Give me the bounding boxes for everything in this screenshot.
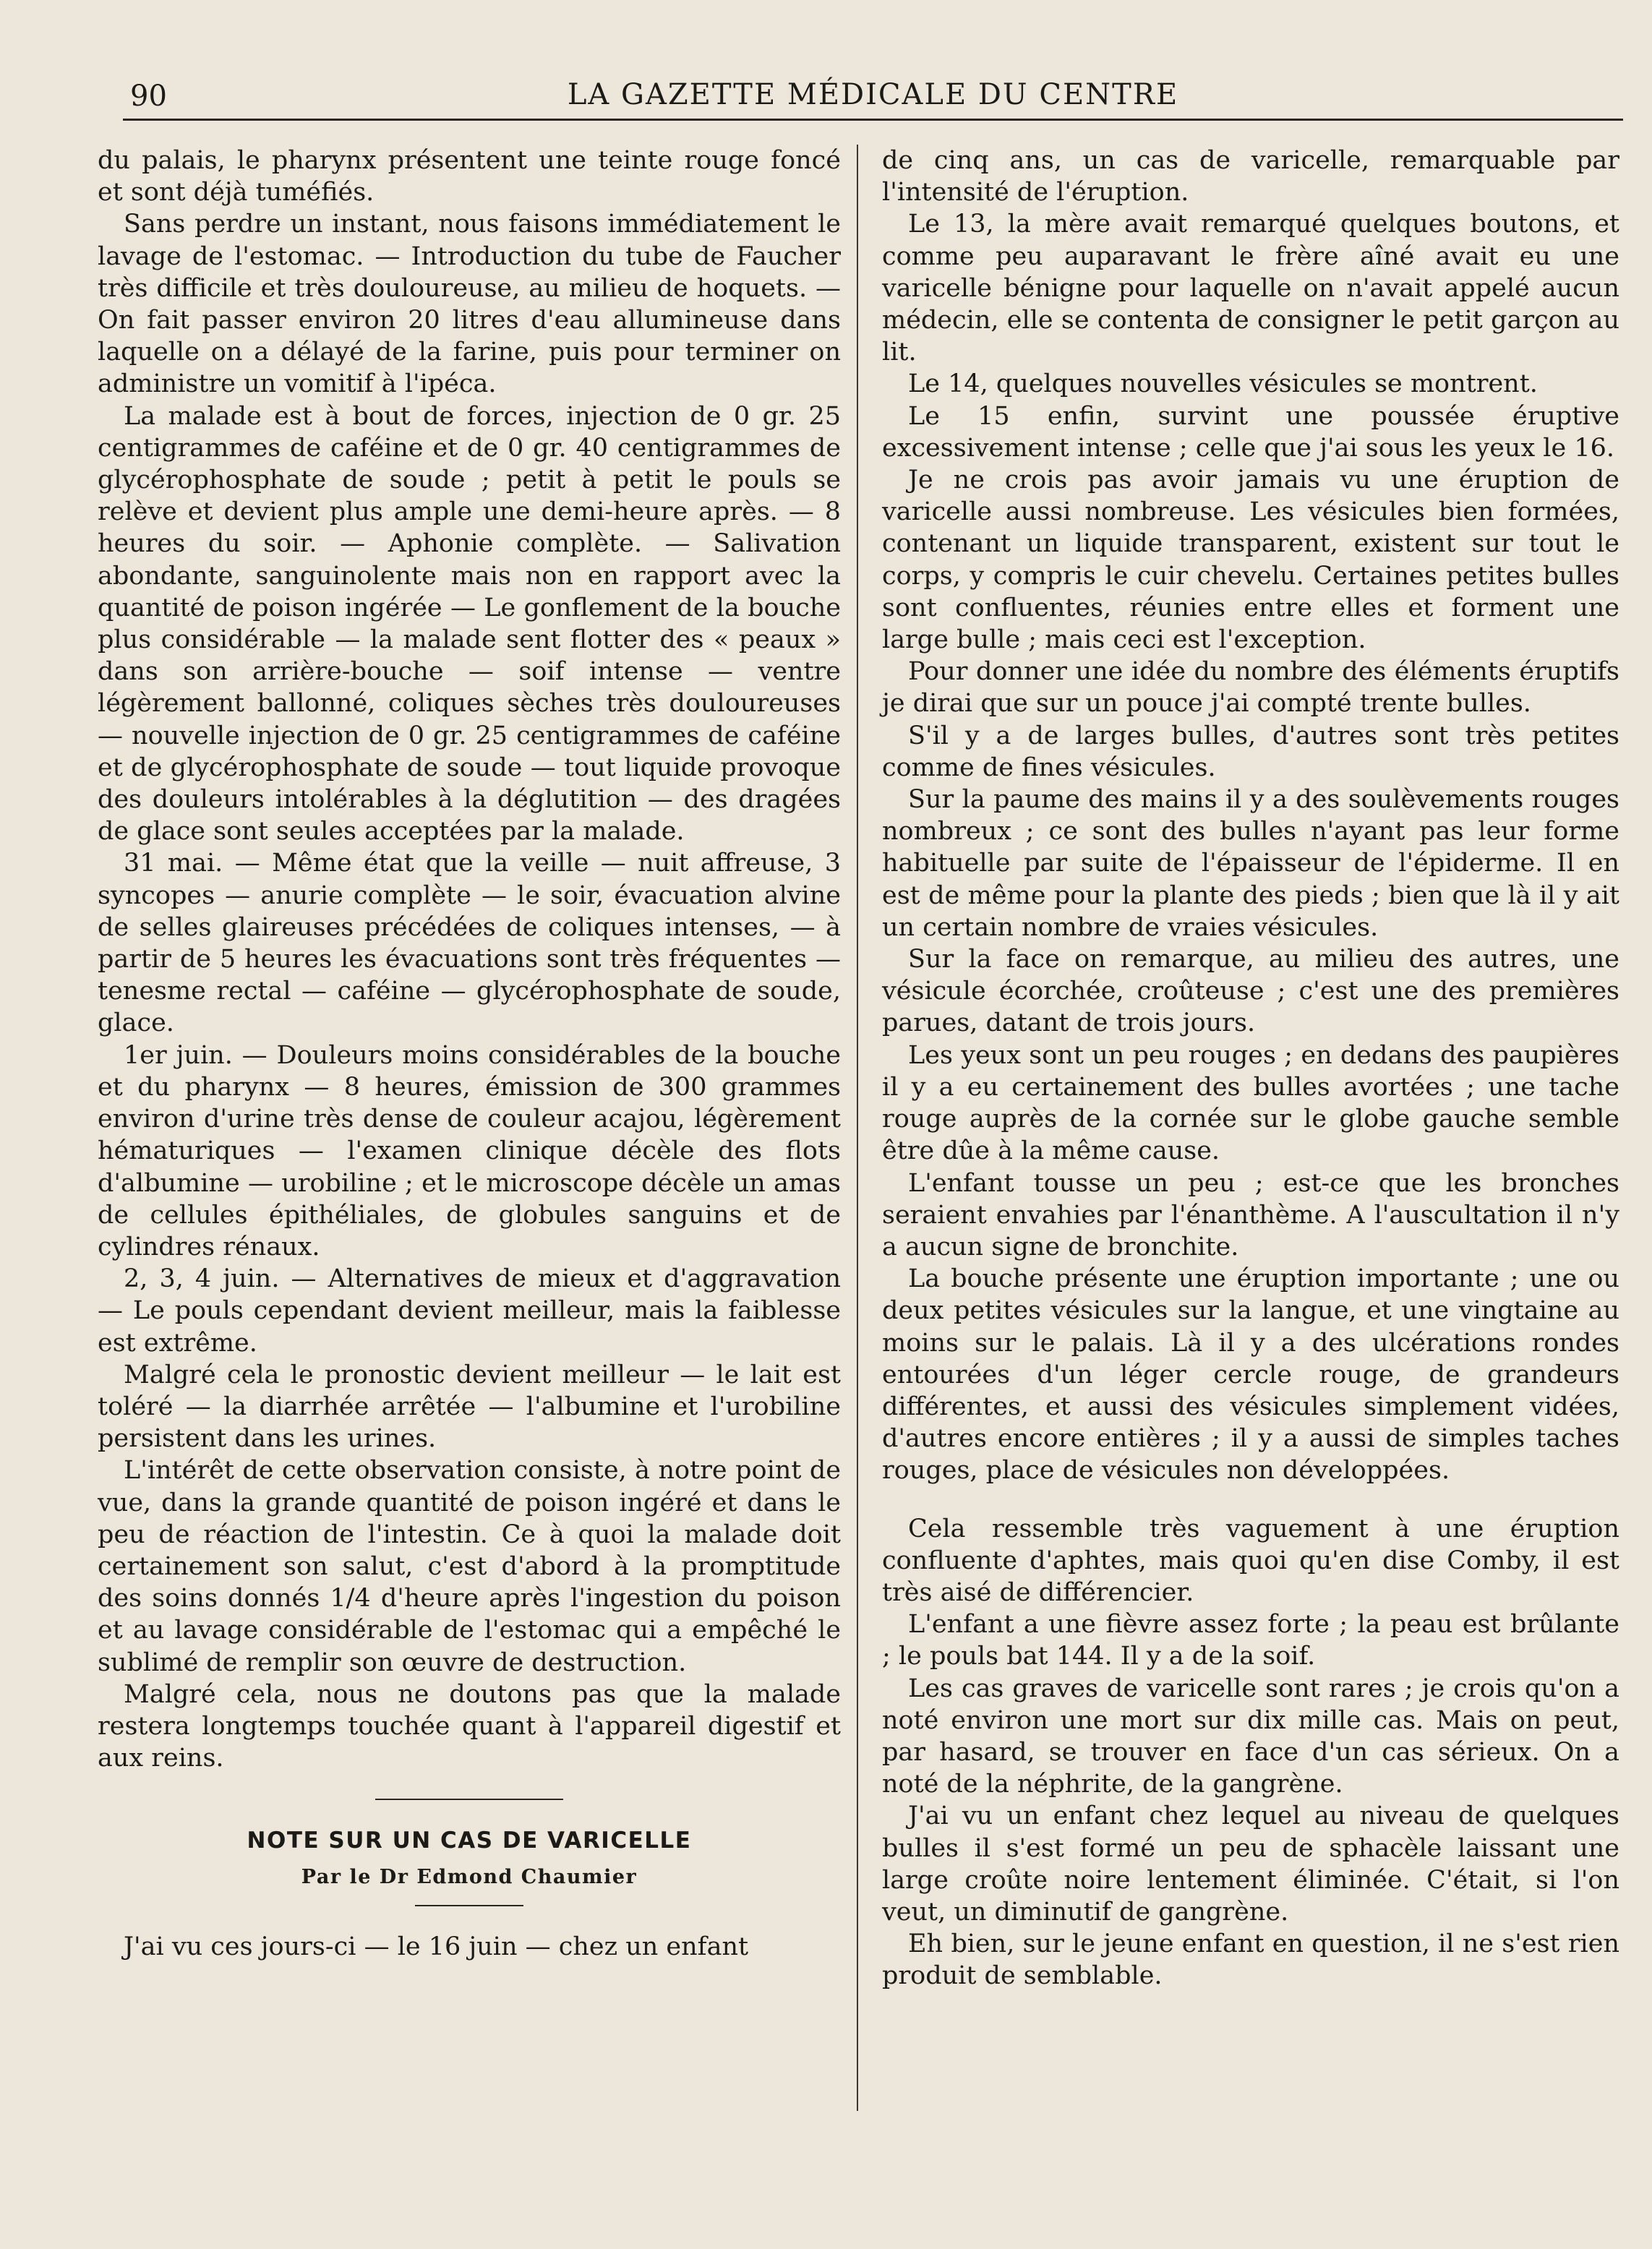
paragraph: Sur la paume des mains il y a des soulèvements rouges nombreux ; ce sont des bulles n'ayant pas leur forme habituelle par suite de l'épaisseur de l'épiderme. Il en est de même pour la plante des pieds ; bien que là il y ait un certain nombre de vraies vésicules. <box>882 785 1619 942</box>
paragraph: de cinq ans, un cas de varicelle, remarquable par l'intensité de l'éruption. <box>882 146 1619 207</box>
article-title: NOTE SUR UN CAS DE VARICELLE <box>247 1828 692 1854</box>
paragraph: du palais, le pharynx présentent une teinte rouge foncé et sont déjà tuméfiés. <box>98 146 841 207</box>
byline-divider <box>415 1905 523 1906</box>
paragraph: Le 13, la mère avait remarqué quelques boutons, et comme peu auparavant le frère aîné avait eu une varicelle bénigne pour laquelle on n'avait appelé aucun médecin, elle se contenta de consigner le petit garçon au lit. <box>882 210 1619 367</box>
paragraph: Les yeux sont un peu rouges ; en dedans des paupières il y a eu certainement des bulles avortées ; une tache rouge auprès de la cornée sur le globe gauche semble être dûe à la même cause. <box>882 1040 1619 1166</box>
paragraph: Sur la face on remarque, au milieu des autres, une vésicule écorchée, croûteuse ; c'est une des premières parues, datant de trois jours. <box>882 945 1619 1038</box>
journal-title: LA GAZETTE MÉDICALE DU CENTRE <box>567 78 1179 111</box>
paragraph: 31 mai. — Même état que la veille — nuit affreuse, 3 syncopes — anurie complète — le soir, évacuation alvine de selles glaireuses précédées de coliques intenses, — à partir de 5 heures les évacuations sont très fréquentes — tenesme rectal — caféine — glycérophosphate de soude, glace. <box>98 849 841 1038</box>
paragraph: La malade est à bout de forces, injection de 0 gr. 25 centigrammes de caféine et de 0 gr. 40 centigrammes de glycérophosphate de soude ; petit à petit le pouls se relève et devient plus ample une demi-heure après. — 8 heures du soir. — Aphonie complète. — Salivation abondante, sanguinolente mais non en rapport avec la quantité de poison ingérée — Le gonflement de la bouche plus considérable — la malade sent flotter des « peaux » dans son arrière-bouche — soif intense — ventre légèrement ballonné, coliques sèches très douloureuses — nouvelle injection de 0 gr. 25 centigrammes de caféine et de glycérophosphate de soude — tout liquide provoque des douleurs intolérables à la déglutition — des dragées de glace sont seules acceptées par la malade. <box>98 401 841 847</box>
paragraph: 2, 3, 4 juin. — Alternatives de mieux et d'aggravation — Le pouls cependant devient meilleur, mais la faiblesse est extrême. <box>98 1264 841 1358</box>
paragraph: L'intérêt de cette observation consiste, à notre point de vue, dans la grande quantité de poison ingéré et dans le peu de réaction de l'intestin. Ce à quoi la malade doit certainement son salut, c'est d'abord à la promptitude des soins donnés 1/4 d'heure après l'ingestion du poison et au lavage considérable de l'estomac qui a empêché le sublimé de remplir son œuvre de destruction. <box>98 1456 841 1677</box>
paragraph: Les cas graves de varicelle sont rares ; je crois qu'on a noté environ une mort sur dix mille cas. Mais on peut, par hasard, se trouver en face d'un cas sérieux. On a noté de la néphrite, de la gangrène. <box>882 1674 1619 1799</box>
column-divider <box>857 145 858 2111</box>
page-number: 90 <box>130 80 167 113</box>
right-column <box>882 145 1619 1992</box>
paragraph: Sans perdre un instant, nous faisons immédiatement le lavage de l'estomac. — Introduction du tube de Faucher très difficile et très douloureuse, au milieu de hoquets. — On fait passer environ 20 litres d'eau allumineuse dans laquelle on a délayé de la farine, puis pour terminer on administre un vomitif à l'ipéca. <box>98 210 841 399</box>
paragraph: Pour donner une idée du nombre des éléments éruptifs je dirai que sur un pouce j'ai compté trente bulles. <box>882 657 1619 719</box>
paragraph: L'enfant tousse un peu ; est-ce que les bronches seraient envahies par l'énanthème. A l'auscultation il n'y a aucun signe de bronchite. <box>882 1168 1619 1261</box>
paragraph-gap <box>882 1487 1619 1513</box>
paragraph: L'enfant a une fièvre assez forte ; la peau est brûlante ; le pouls bat 144. Il y a de la soif. <box>882 1610 1619 1671</box>
paragraph: S'il y a de larges bulles, d'autres sont très petites comme de fines vésicules. <box>882 721 1619 782</box>
paragraph: Malgré cela le pronostic devient meilleur — le lait est toléré — la diarrhée arrêtée — l'albumine et l'urobiline persistent dans les urines. <box>98 1360 841 1454</box>
paragraph: Le 15 enfin, survint une poussée éruptive excessivement intense ; celle que j'ai sous les yeux le 16. <box>882 401 1619 463</box>
paragraph: Je ne crois pas avoir jamais vu une éruption de varicelle aussi nombreuse. Les vésicules bien formées, contenant un liquide transparent, existent sur tout le corps, y compris le cuir chevelu. Certaines petites bulles sont confluentes, réunies entre elles et forment une large bulle ; mais ceci est l'exception. <box>882 466 1619 655</box>
article-opening: J'ai vu ces jours-ci — le 16 juin — chez un enfant <box>124 1932 749 1961</box>
section-divider <box>375 1799 563 1800</box>
paragraph: 1er juin. — Douleurs moins considérables de la bouche et du pharynx — 8 heures, émission de 300 grammes environ d'urine très dense de couleur acajou, légèrement hématuriques — l'examen clinique décèle des flots d'albumine — urobiline ; et le microscope décèle un amas de cellules épithéliales, de globules sanguins et de cylindres rénaux. <box>98 1040 841 1261</box>
paragraph: Le 14, quelques nouvelles vésicules se montrent. <box>908 369 1538 399</box>
paragraph: La bouche présente une éruption importante ; une ou deux petites vésicules sur la langue, et une vingtaine au moins sur le palais. Là il y a des ulcérations rondes entourées d'un léger cercle rouge, de grandeurs différentes, et aussi des vésicules simplement vidées, d'autres encore entières ; il y a aussi de simples taches rouges, place de vésicules non développées. <box>882 1264 1619 1486</box>
paragraph: J'ai vu un enfant chez lequel au niveau de quelques bulles il s'est formé un peu de sphacèle laissant une large croûte noire lentement éliminée. C'était, si l'on veut, un diminutif de gangrène. <box>882 1802 1619 1927</box>
article-byline: Par le Dr Edmond Chaumier <box>301 1865 638 1888</box>
left-column <box>98 145 841 1963</box>
running-head <box>123 72 1623 121</box>
paragraph: Malgré cela, nous ne doutons pas que la malade restera longtemps touchée quant à l'appareil digestif et aux reins. <box>98 1679 841 1773</box>
paragraph: Eh bien, sur le jeune enfant en question, il ne s'est rien produit de semblable. <box>882 1929 1619 1991</box>
paragraph: Cela ressemble très vaguement à une éruption confluente d'aphtes, mais quoi qu'en dise Comby, il est très aisé de différencier. <box>882 1514 1619 1607</box>
